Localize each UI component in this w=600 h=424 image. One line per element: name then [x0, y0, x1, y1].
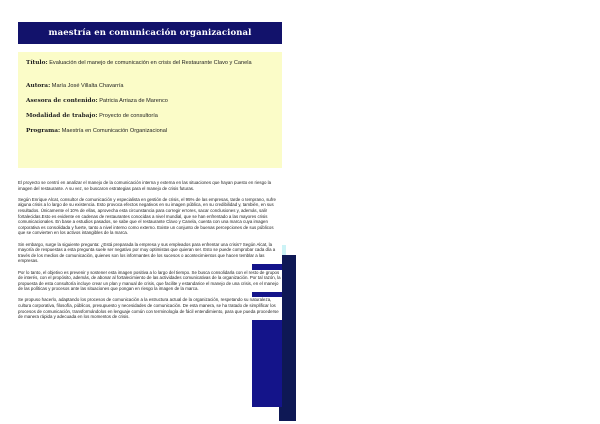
info-program	[26, 128, 276, 135]
paragraph: Por lo tanto, el objetivo es prevenir y sostener esta imagen positiva a lo largo del tiempo. Se busca consolidarla con el resto de grupos de interés, con el propósito, además, de abonar al fortalecimiento de las actividades comunicativas de la organización. Por tal razón, la propuesta de esta consultoría incluye crear un plan y manual de crisis, que facilite y estandarice el manejo de una crisis, en el manejo de las políticas y procesos ante las situaciones que pongan en riesgo la imagen de la marca.	[18, 269, 281, 292]
header-title: maestría en comunicación organizacional	[48, 28, 252, 38]
info-advisor-value: Patricia Arriaza de Marenco	[99, 98, 168, 104]
info-title-label: Título:	[26, 60, 48, 66]
info-author-value: María José Villalta Chavarría	[51, 83, 124, 89]
paragraph: El proyecto se centró en analizar el manejo de la comunicación interna y externa en las situaciones que hayan puesto en riesgo la imagen del restaurante. A su vez, se buscaron estrategias para el manejo de crisis futuras.	[18, 180, 282, 191]
info-advisor	[26, 98, 276, 105]
body-text	[18, 180, 282, 325]
paragraph: Según Enrique Alcat, consultor de comunicación y especialista en gestión de crisis, el 95% de las empresas, tarde o temprano, sufre alguna crisis a lo largo de su existencia. Esto provoca efectos negativos en su imagen pública, en su credibilidad y, también, en sus resultados. Únicamente el 10% de ellas, aprovecha esta circunstancia para corregir errores, sacar conclusiones y, además, salir fortalecidas.Esto es evidente en cadenas de restaurantes conocidas a nivel mundial, que se han enfrentado a las mayores crisis comunicacionales. En base a estudios pasados, se sabe que el restaurante Clavo y Canela, cuenta con una marca cuya imagen corporativa es consolidada y fuerte, tanto a nivel interno como externo. Existe un conjunto de buenas percepciones de sus públicos que se convierten en los activos intangibles de la marca.	[18, 197, 282, 236]
info-author-label: Autora:	[26, 83, 51, 89]
info-modality	[26, 113, 276, 120]
info-box	[18, 52, 282, 168]
info-modality-value: Proyecto de consultoría	[99, 113, 158, 119]
info-author	[26, 83, 276, 90]
info-title-value: Evaluación del manejo de comunicación en crisis del Restaurante Clavo y Canela	[49, 60, 252, 66]
paragraph: Sin embargo, surge la siguiente pregunta: ¿Está preparada la empresa y sus empleados para enfrentar una crisis? Según Alcat, la mayoría de respuestas a esta pregunta suele ser negativo por muy optimistas que quieran ser. Esto se puede comprobar cada día a través de los medios de comunicación, quienes son los informantes de los sucesos o acontecimientos que hacen temblar a las empresas.	[18, 242, 282, 264]
info-advisor-label: Asesora de contenido:	[26, 98, 98, 104]
info-modality-label: Modalidad de trabajo:	[26, 113, 98, 119]
info-program-label: Programa:	[26, 128, 61, 134]
info-program-value: Maestría en Comunicación Organizacional	[61, 128, 168, 134]
paragraph: Se propuso hacerlo, adaptando los procesos de comunicación a la estructura actual de la organización, respetando su naturaleza, cultura corporativa, filosofía, públicos, presupuesto y necesidades de comunicación. De esta manera, se ha tratado de simplificar los procesos de comunicación, transformándolos en lenguaje común con terminología de fácil entendimiento, para que pueda procederse de manera rápida y adecuada en los momentos de crisis.	[18, 297, 282, 319]
header-banner	[18, 22, 282, 44]
info-title	[26, 60, 276, 67]
